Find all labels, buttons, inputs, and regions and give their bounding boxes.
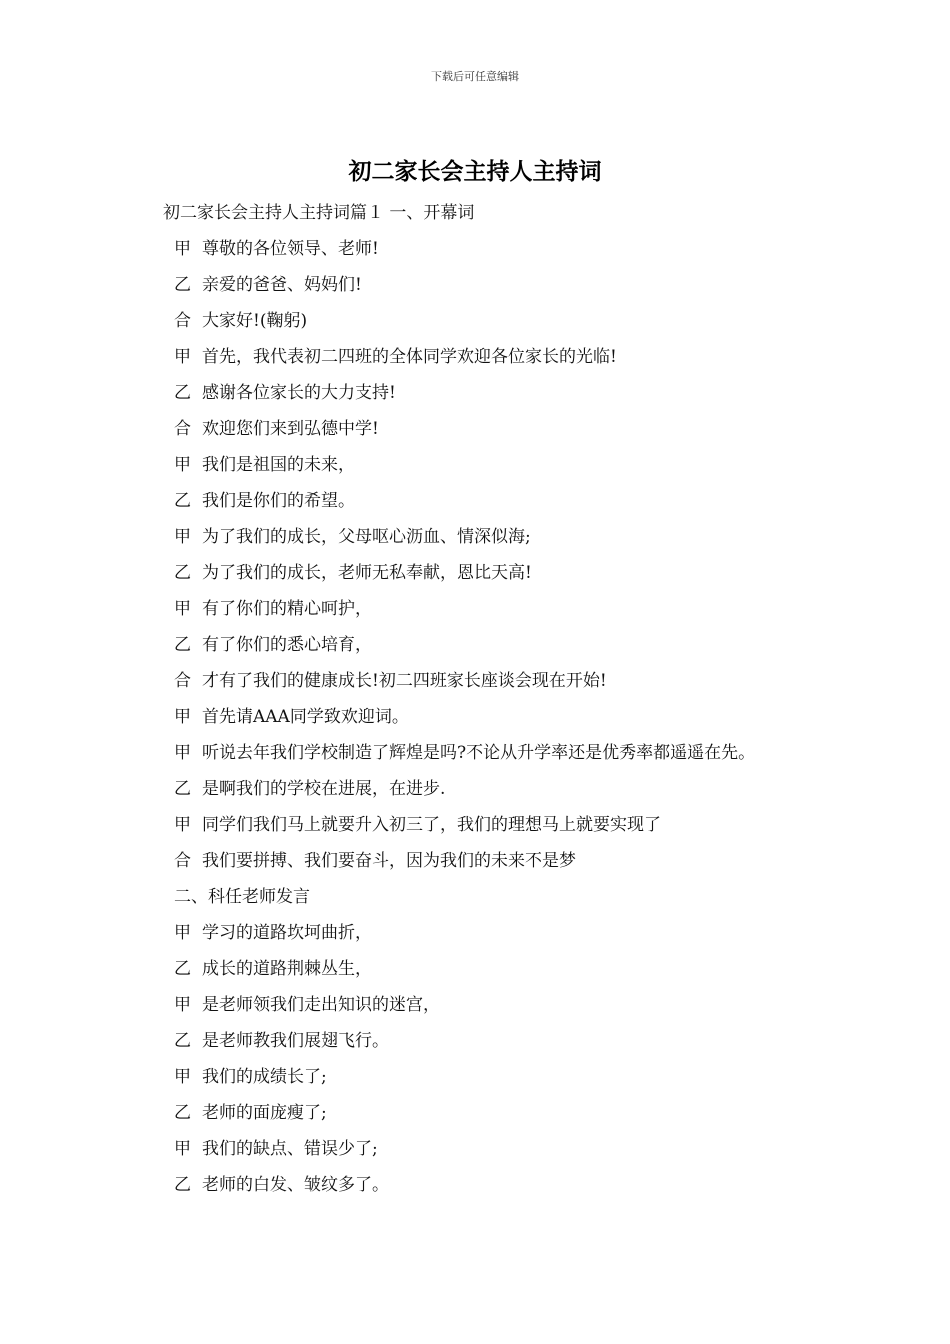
speaker-label: 合 [174, 851, 191, 871]
dialogue-line [163, 1027, 903, 1063]
dialogue-text: 欢迎您们来到弘德中学! [202, 419, 379, 439]
dialogue-text: 成长的道路荆棘丛生， [202, 959, 372, 979]
speaker-label: 甲 [174, 455, 191, 475]
dialogue-line [163, 919, 903, 955]
speaker-label: 乙 [174, 383, 191, 403]
intro-line: 初二家长会主持人主持词篇１ 一、开幕词 [163, 203, 475, 223]
speaker-label: 乙 [174, 275, 191, 295]
dialogue-line [163, 271, 903, 307]
dialogue-line [163, 775, 903, 811]
document-body [163, 199, 903, 1207]
speaker-label: 乙 [174, 635, 191, 655]
dialogue-text: 我们是你们的希望。 [202, 491, 355, 511]
dialogue-line [163, 739, 903, 775]
dialogue-line [163, 631, 903, 667]
dialogue-text: 老师的面庞瘦了; [202, 1103, 327, 1123]
document-title: 初二家长会主持人主持词 [348, 159, 602, 185]
speaker-label: 合 [174, 419, 191, 439]
speaker-label: 合 [174, 311, 191, 331]
dialogue-line [163, 235, 903, 271]
speaker-label: 甲 [174, 707, 191, 727]
dialogue-line [163, 991, 903, 1027]
header-note: 下载后可任意编辑 [431, 70, 519, 83]
speaker-label: 甲 [174, 923, 191, 943]
dialogue-line [163, 955, 903, 991]
dialogue-text: 老师的白发、皱纹多了。 [202, 1175, 389, 1195]
dialogue-text: 是啊我们的学校在进展，在进步. [202, 779, 446, 799]
dialogue-text: 同学们我们马上就要升入初三了，我们的理想马上就要实现了 [202, 815, 661, 835]
dialogue-text: 才有了我们的健康成长!初二四班家长座谈会现在开始! [202, 671, 607, 691]
section-heading: 二、科任老师发言 [174, 887, 310, 907]
dialogue-text: 亲爱的爸爸、妈妈们! [202, 275, 362, 295]
speaker-label: 甲 [174, 527, 191, 547]
speaker-label: 乙 [174, 491, 191, 511]
dialogue-line [163, 595, 903, 631]
speaker-label: 甲 [174, 239, 191, 259]
speaker-label: 乙 [174, 563, 191, 583]
speaker-label: 甲 [174, 1139, 191, 1159]
dialogue-line [163, 415, 903, 451]
dialogue-text: 我们是祖国的未来， [202, 455, 355, 475]
speaker-label: 甲 [174, 599, 191, 619]
speaker-label: 乙 [174, 1031, 191, 1051]
dialogue-text: 感谢各位家长的大力支持! [202, 383, 396, 403]
dialogue-text: 我们的成绩长了; [202, 1067, 327, 1087]
speaker-label: 甲 [174, 1067, 191, 1087]
dialogue-line [163, 667, 903, 703]
dialogue-line [163, 847, 903, 883]
dialogue-line [163, 703, 903, 739]
dialogue-text: 首先，我代表初二四班的全体同学欢迎各位家长的光临! [202, 347, 617, 367]
dialogue-text: 首先请AAA同学致欢迎词。 [202, 707, 409, 727]
dialogue-text: 是老师教我们展翅飞行。 [202, 1031, 389, 1051]
speaker-label: 乙 [174, 779, 191, 799]
dialogue-line [163, 343, 903, 379]
dialogue-line [163, 523, 903, 559]
dialogue-text: 为了我们的成长，老师无私奉献，恩比天高! [202, 563, 532, 583]
dialogue-line [163, 379, 903, 415]
dialogue-text: 有了你们的精心呵护， [202, 599, 372, 619]
dialogue-line [163, 559, 903, 595]
speaker-label: 合 [174, 671, 191, 691]
dialogue-line [163, 1063, 903, 1099]
dialogue-text: 为了我们的成长，父母呕心沥血、情深似海; [202, 527, 531, 547]
speaker-label: 乙 [174, 959, 191, 979]
speaker-label: 甲 [174, 347, 191, 367]
dialogue-text: 我们要拼搏、我们要奋斗，因为我们的未来不是梦 [202, 851, 576, 871]
speaker-label: 乙 [174, 1175, 191, 1195]
speaker-label: 甲 [174, 995, 191, 1015]
dialogue-line [163, 487, 903, 523]
speaker-label: 乙 [174, 1103, 191, 1123]
dialogue-text: 有了你们的悉心培育， [202, 635, 372, 655]
speaker-label: 甲 [174, 815, 191, 835]
dialogue-text: 尊敬的各位领导、老师! [202, 239, 379, 259]
dialogue-text: 我们的缺点、错误少了; [202, 1139, 378, 1159]
dialogue-text: 大家好!(鞠躬) [202, 311, 308, 331]
dialogue-line [163, 811, 903, 847]
dialogue-line [163, 1099, 903, 1135]
dialogue-line [163, 307, 903, 343]
dialogue-text: 学习的道路坎坷曲折， [202, 923, 372, 943]
speaker-label: 甲 [174, 743, 191, 763]
dialogue-line [163, 451, 903, 487]
dialogue-text: 是老师领我们走出知识的迷宫， [202, 995, 440, 1015]
dialogue-text: 听说去年我们学校制造了辉煌是吗?不论从升学率还是优秀率都遥遥在先。 [202, 743, 756, 763]
dialogue-line [163, 1135, 903, 1171]
dialogue-line [163, 1171, 903, 1207]
